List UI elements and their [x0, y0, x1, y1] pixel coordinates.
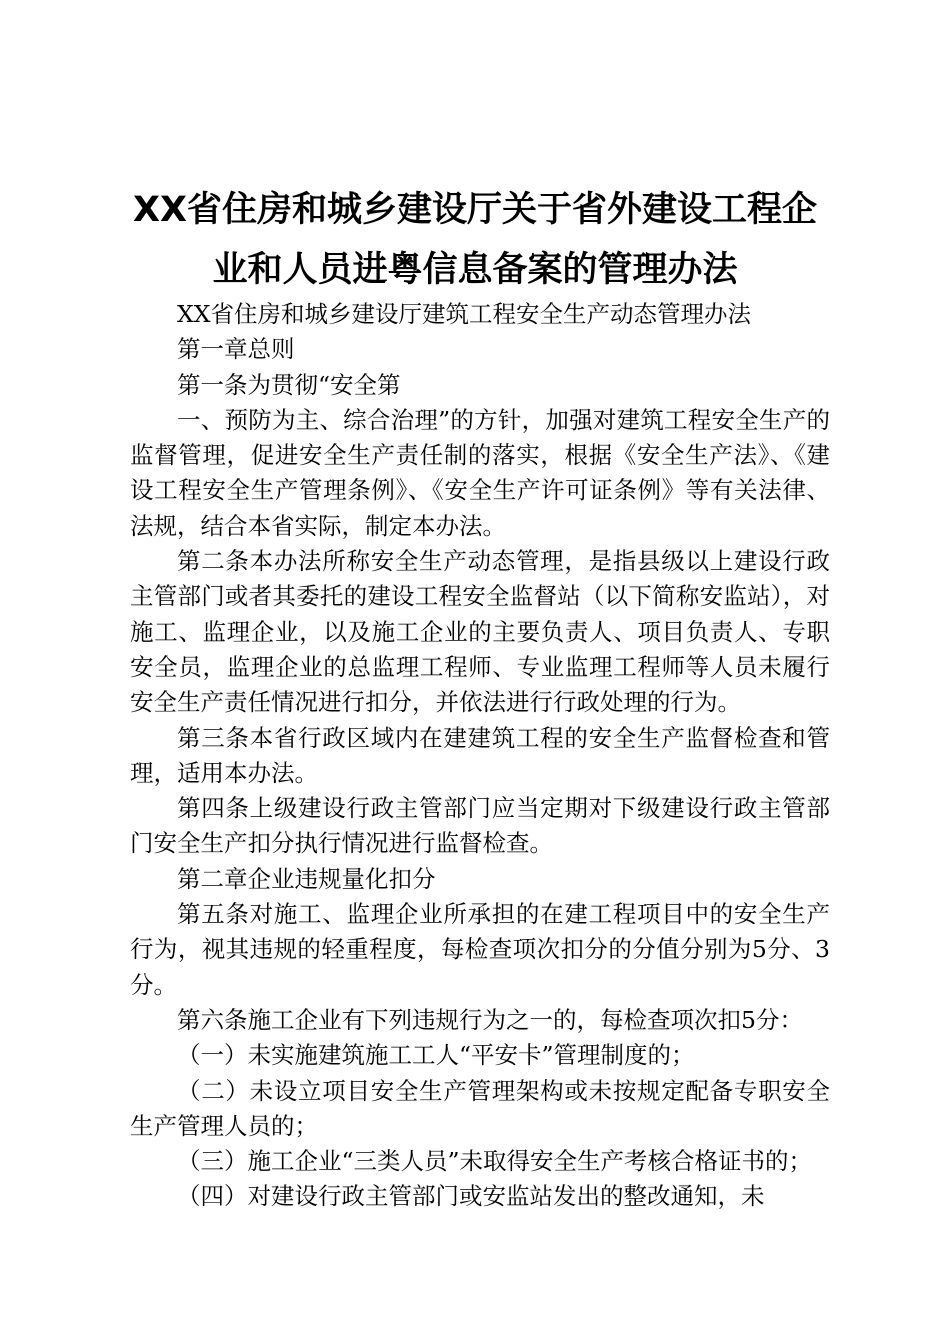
- article-paragraph: 第五条对施工、监理企业所承担的在建工程项目中的安全生产行为，视其违规的轻重程度，每检查项次扣分的分值分别为5分、3分。: [130, 900, 830, 999]
- document-title-line-2: 业和人员进粤信息备案的管理办法: [212, 250, 738, 290]
- document-title-line-1: XX省住房和城乡建设厅关于省外建设工程企: [133, 190, 817, 230]
- article-paragraph: 第六条施工企业有下列违规行为之一的，每检查项次扣5分：: [177, 1005, 803, 1034]
- article-paragraph: 第三条本省行政区域内在建建筑工程的安全生产监督检查和管理，适用本办法。: [130, 723, 830, 787]
- list-item: （四）对建设行政主管部门或安监站发出的整改通知，未: [177, 1182, 765, 1211]
- chapter-heading: 第一章总则: [177, 335, 295, 364]
- document-body: [130, 297, 830, 1215]
- list-item: （一）未实施建筑施工工人“平安卡”管理制度的；: [177, 1041, 695, 1070]
- article-paragraph: 一、预防为主、综合治理”的方针，加强对建筑工程安全生产的监督管理，促进安全生产责任制的落实，根据《安全生产法》、《建设工程安全生产管理条例》、《安全生产许可证条例》等有关法律、法规，结合本省实际，制定本办法。: [130, 405, 830, 540]
- list-item: （三）施工企业“三类人员”未取得安全生产考核合格证书的；: [177, 1147, 813, 1176]
- article-paragraph: 第二条本办法所称安全生产动态管理，是指县级以上建设行政主管部门或者其委托的建设工程安全监督站（以下简称安监站），对施工、监理企业，以及施工企业的主要负责人、项目负责人、专职安全员，监理企业的总监理工程师、专业监理工程师等人员未履行安全生产责任情况进行扣分，并依法进行行政处理的行为。: [130, 547, 830, 717]
- article-paragraph: 第四条上级建设行政主管部门应当定期对下级建设行政主管部门安全生产扣分执行情况进行监督检查。: [130, 794, 830, 858]
- chapter-heading: 第二章企业违规量化扣分: [177, 864, 436, 893]
- document-subtitle: XX省住房和城乡建设厅建筑工程安全生产动态管理办法: [177, 300, 751, 328]
- list-item: （二）未设立项目安全生产管理架构或未按规定配备专职安全生产管理人员的；: [130, 1076, 830, 1140]
- article-paragraph: 第一条为贯彻“安全第: [177, 370, 401, 399]
